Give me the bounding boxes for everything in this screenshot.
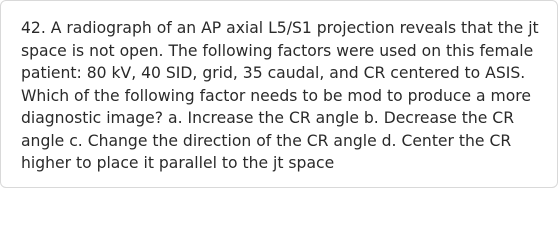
question-text: 42. A radiograph of an AP axial L5/S1 projection reveals that the jt space is not open. The following factors were used on this female patient: 80 kV, 40 SID, grid, 35 caudal, and CR centered to ASIS. Which of the following factor needs to be mod to produce a more diagnostic image? a. Increase the CR angle b. Decrease the CR angle c. Change the direction of the CR angle d. Center the CR higher to place it parallel to the jt space (21, 19, 539, 172)
